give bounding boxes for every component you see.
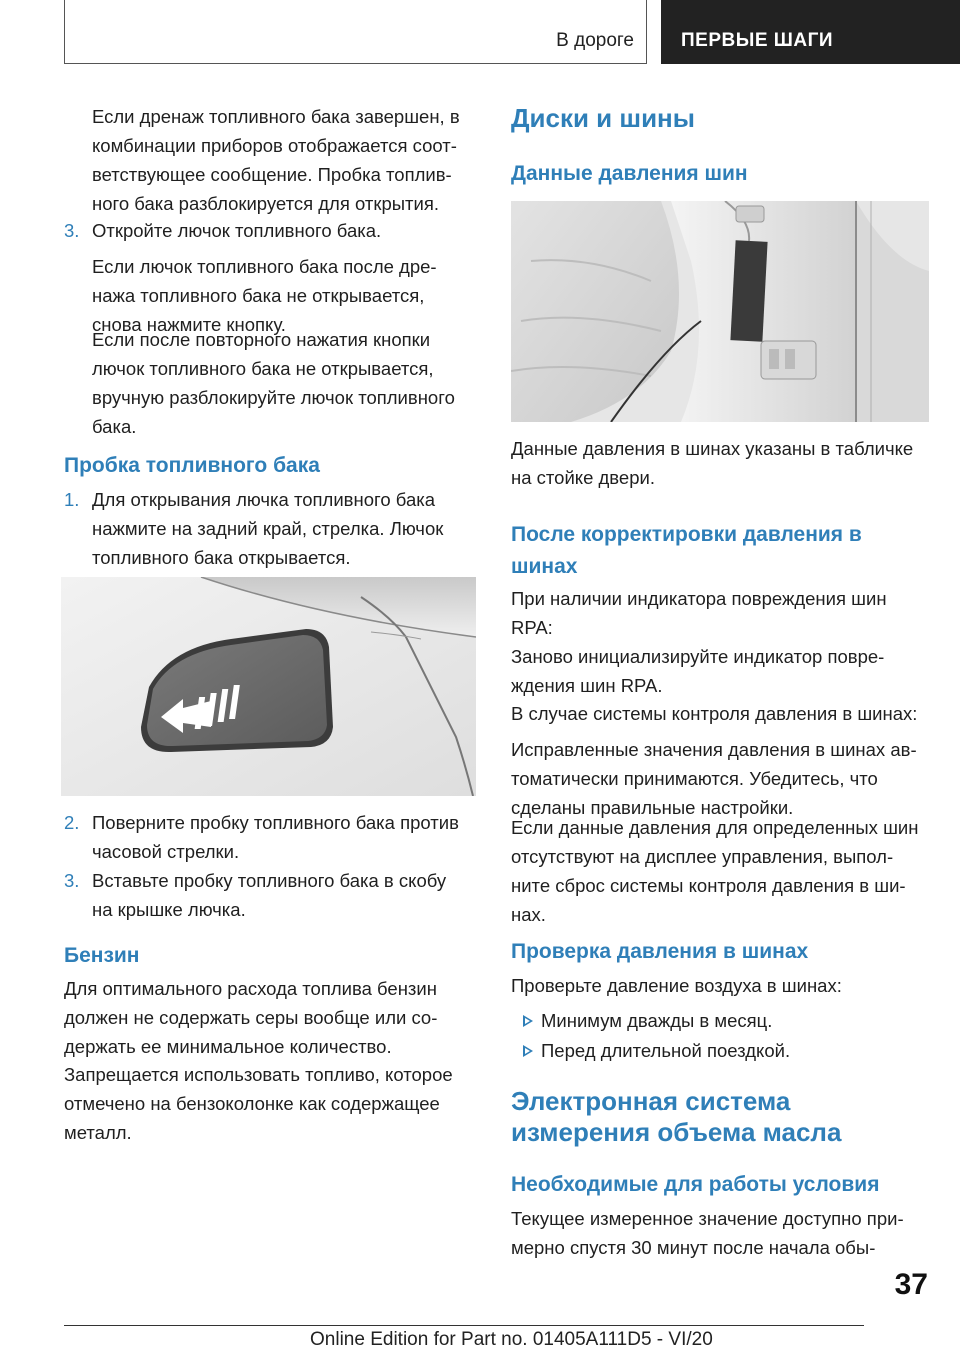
step-note: Если после повторного нажатия кнопки лючок топливного бака не открывается, вручную разблокируйте лючок топливного бака. — [92, 329, 455, 437]
body-paragraph: Запрещается использовать топливо, которое отмечено на бензоколонке как содержащее металл. — [64, 1064, 453, 1143]
body-paragraph: В случае системы контроля давления в шинах: — [511, 703, 918, 724]
step-text: Поверните пробку топливного бака против часовой стрелки. — [92, 812, 459, 862]
fuel-door-illustration — [61, 577, 476, 796]
body-paragraph: Исправленные значения давления в шинах ав- томатически принимаются. Убедитесь, что сделаны правильные настройки. — [511, 739, 917, 818]
body-paragraph: Для оптимального расхода топлива бензин должен не содержать серы вообще или со- держать ее минимальное количество. — [64, 978, 438, 1057]
step-number: 3. — [64, 220, 80, 241]
list-item: Минимум дважды в месяц. — [541, 1010, 773, 1031]
chapter-heading: Диски и шины — [511, 103, 695, 133]
chapter-heading: Электронная система измерения объема масла — [511, 1086, 842, 1147]
footer-divider — [64, 1325, 864, 1326]
step-number: 3. — [64, 870, 80, 891]
section-heading: Необходимые для работы условия — [511, 1173, 880, 1196]
section-heading: Данные давления шин — [511, 162, 748, 185]
body-paragraph: Текущее измеренное значение доступно при- мерно спустя 30 минут после начала обы- — [511, 1208, 904, 1258]
step-number: 2. — [64, 812, 80, 833]
section-heading: После корректировки давления в шинах — [511, 523, 862, 578]
section-heading: Бензин — [64, 944, 140, 967]
section-heading: Проверка давления в шинах — [511, 940, 809, 963]
bullet-triangle-icon — [523, 1015, 533, 1027]
header-section-title: В дороге — [556, 30, 634, 51]
bullet-triangle-icon — [523, 1045, 533, 1057]
header-chapter-box — [661, 0, 960, 64]
body-paragraph: Если данные давления для определенных шин отсутствуют на дисплее управления, выпол- ните сброс системы контроля давления в ши- нах. — [511, 817, 919, 925]
step-text: Для открывания лючка топливного бака нажмите на задний край, стрелка. Лючок топливного бака открывается. — [92, 489, 444, 568]
door-pillar-illustration — [511, 201, 929, 422]
header-chapter-title: ПЕРВЫЕ ШАГИ — [681, 30, 834, 51]
intro-paragraph: Если дренаж топливного бака завершен, в комбинации приборов отображается соот- ветствующее сообщение. Пробка топлив- ного бака разблокируется для открытия. — [92, 106, 460, 214]
list-item: Перед длительной поездкой. — [541, 1040, 791, 1061]
page-number: 37 — [894, 1268, 928, 1301]
step-note: Если лючок топливного бака после дре- нажа топливного бака не открывается, снова нажмите кнопку. — [92, 256, 437, 335]
body-paragraph: Заново инициализируйте индикатор повре- ждения шин RPA. — [511, 646, 885, 696]
footer-edition: Online Edition for Part no. 01405A111D5 - VI/20 — [310, 1329, 713, 1350]
section-heading: Пробка топливного бака — [64, 454, 320, 477]
step-text: Откройте лючок топливного бака. — [92, 220, 382, 241]
step-text: Вставьте пробку топливного бака в скобу на крышке лючка. — [92, 870, 447, 920]
body-paragraph: При наличии индикатора повреждения шин RPA: — [511, 588, 887, 638]
body-paragraph: Проверьте давление воздуха в шинах: — [511, 975, 842, 996]
step-number: 1. — [64, 489, 80, 510]
header-section-box — [64, 0, 647, 64]
image-caption: Данные давления в шинах указаны в табличке на стойке двери. — [511, 438, 914, 488]
